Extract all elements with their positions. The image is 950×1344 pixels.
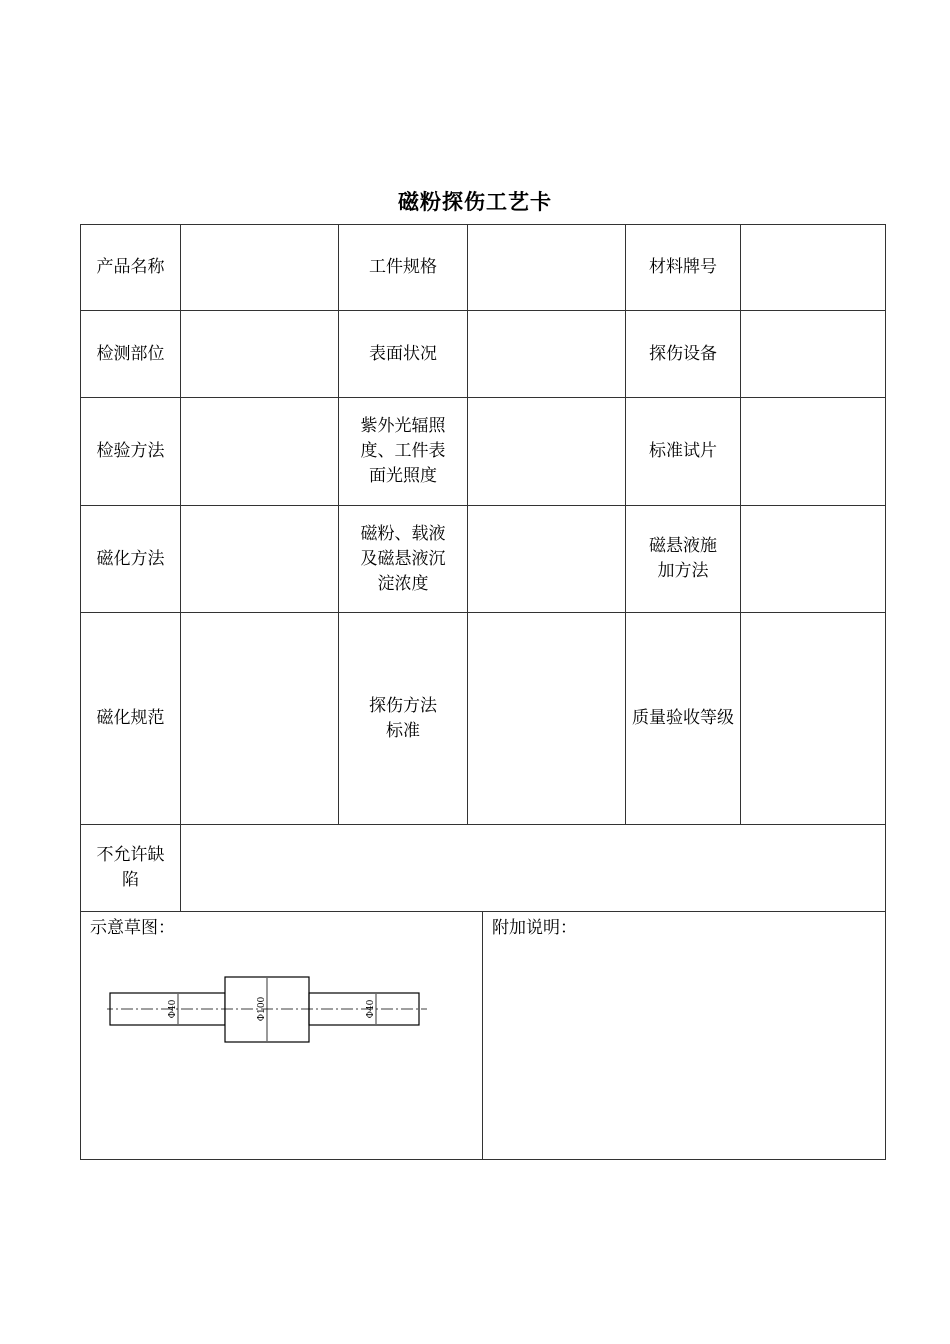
table-row bbox=[81, 225, 886, 311]
sketch-notes-cell bbox=[81, 912, 886, 1160]
value-cell[interactable] bbox=[181, 311, 339, 398]
table-row bbox=[81, 506, 886, 613]
value-cell[interactable] bbox=[468, 398, 626, 506]
label-cell: 产品名称 bbox=[81, 225, 181, 311]
label-cell: 检验方法 bbox=[81, 398, 181, 506]
value-cell[interactable] bbox=[468, 506, 626, 613]
value-cell[interactable] bbox=[181, 613, 339, 825]
value-cell[interactable] bbox=[181, 225, 339, 311]
notes-label: 附加说明： bbox=[492, 918, 577, 938]
label-cell: 材料牌号 bbox=[626, 225, 741, 311]
value-cell[interactable] bbox=[741, 506, 886, 613]
value-cell[interactable] bbox=[468, 311, 626, 398]
label-cell: 磁化规范 bbox=[81, 613, 181, 825]
sketch-label: 示意草图： bbox=[90, 918, 175, 938]
value-cell[interactable] bbox=[741, 225, 886, 311]
label-cell: 磁粉、载液及磁悬液沉淀浓度 bbox=[339, 506, 468, 613]
page-title: 磁粉探伤工艺卡 bbox=[398, 189, 552, 214]
value-cell[interactable] bbox=[741, 311, 886, 398]
table-row bbox=[81, 613, 886, 825]
label-cell: 磁化方法 bbox=[81, 506, 181, 613]
value-cell[interactable] bbox=[741, 398, 886, 506]
divider bbox=[482, 912, 483, 1159]
table-row bbox=[81, 825, 886, 912]
defects-value-cell[interactable] bbox=[181, 825, 886, 912]
value-cell[interactable] bbox=[741, 613, 886, 825]
shaft-sketch bbox=[107, 972, 427, 1048]
label-cell: 质量验收等级 bbox=[626, 613, 741, 825]
table-row bbox=[81, 912, 886, 1160]
label-cell: 检测部位 bbox=[81, 311, 181, 398]
label-cell: 不允许缺陷 bbox=[81, 825, 181, 912]
label-cell: 探伤设备 bbox=[626, 311, 741, 398]
table-row bbox=[81, 398, 886, 506]
dim-label-center: Φ100 bbox=[257, 996, 267, 1022]
table-row bbox=[81, 311, 886, 398]
label-cell: 磁悬液施加方法 bbox=[626, 506, 741, 613]
label-cell: 紫外光辐照度、工件表面光照度 bbox=[339, 398, 468, 506]
value-cell[interactable] bbox=[468, 613, 626, 825]
label-cell: 标准试片 bbox=[626, 398, 741, 506]
label-cell: 探伤方法标准 bbox=[339, 613, 468, 825]
dim-label-left: Φ40 bbox=[168, 999, 178, 1019]
label-cell: 表面状况 bbox=[339, 311, 468, 398]
label-cell: 工件规格 bbox=[339, 225, 468, 311]
process-card-table bbox=[80, 224, 886, 1160]
value-cell[interactable] bbox=[181, 506, 339, 613]
value-cell[interactable] bbox=[181, 398, 339, 506]
dim-label-right: Φ40 bbox=[366, 999, 376, 1019]
value-cell[interactable] bbox=[468, 225, 626, 311]
